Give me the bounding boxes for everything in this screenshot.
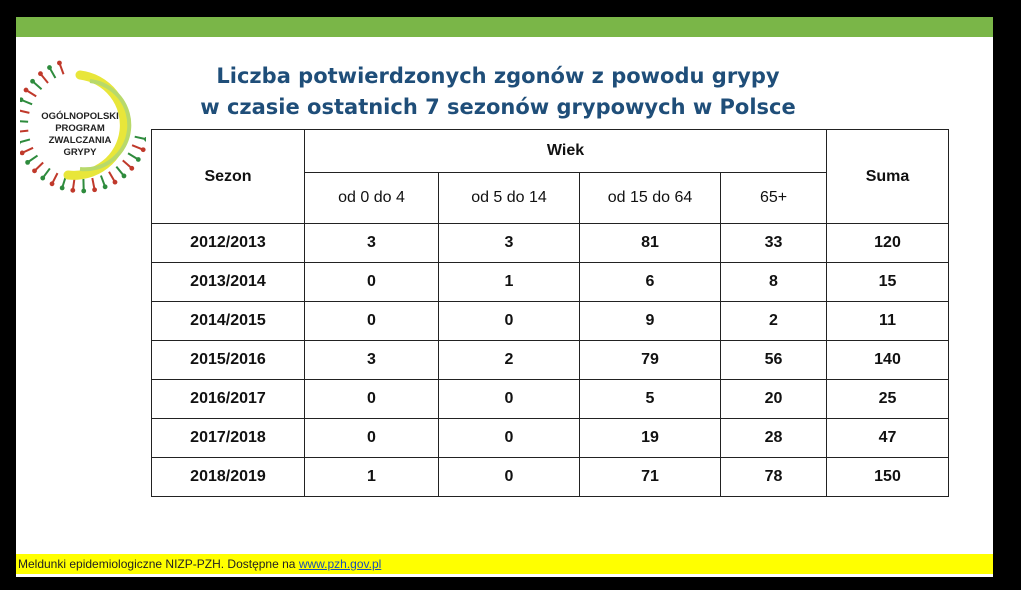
table-row <box>152 458 949 497</box>
table-row <box>152 419 949 458</box>
cell-season: 2014/2015 <box>152 302 305 341</box>
cell-age-15-64: 19 <box>580 419 721 458</box>
program-logo <box>20 47 146 205</box>
spike-dot <box>92 187 97 192</box>
spike-dot <box>24 88 29 93</box>
table-body <box>152 224 949 497</box>
title-line-2: w czasie ostatnich 7 sezonów grypowych w Polsce <box>200 95 796 119</box>
spike-mark <box>20 131 28 132</box>
spike-dot <box>30 79 35 84</box>
spike-dot <box>129 166 134 171</box>
spike-dot <box>20 150 25 155</box>
cell-age-65-plus: 33 <box>721 224 827 263</box>
cell-age-15-64: 6 <box>580 263 721 302</box>
spike-dot <box>81 189 86 194</box>
spike-dot <box>141 147 146 152</box>
slide <box>16 17 993 577</box>
header-age-0-4: od 0 do 4 <box>305 173 439 224</box>
table-row <box>152 380 949 419</box>
spike-dot <box>113 180 118 185</box>
cell-age-65-plus: 56 <box>721 341 827 380</box>
cell-age-5-14: 0 <box>439 419 580 458</box>
header-sum: Suma <box>827 130 949 224</box>
spike-dot <box>40 176 45 181</box>
title-line-1: Liczba potwierdzonych zgonów z powodu grypy <box>216 64 780 88</box>
cell-age-15-64: 9 <box>580 302 721 341</box>
spike-dot <box>136 157 141 162</box>
table-row <box>152 224 949 263</box>
cell-age-0-4: 0 <box>305 419 439 458</box>
cell-season: 2013/2014 <box>152 263 305 302</box>
cell-season: 2018/2019 <box>152 458 305 497</box>
cell-sum: 25 <box>827 380 949 419</box>
cell-sum: 150 <box>827 458 949 497</box>
cell-age-5-14: 2 <box>439 341 580 380</box>
logo-line: PROGRAM <box>55 123 105 134</box>
cell-season: 2015/2016 <box>152 341 305 380</box>
cell-age-15-64: 81 <box>580 224 721 263</box>
spike-mark <box>20 121 28 122</box>
cell-sum: 47 <box>827 419 949 458</box>
cell-sum: 15 <box>827 263 949 302</box>
cell-age-65-plus: 8 <box>721 263 827 302</box>
cell-age-65-plus: 20 <box>721 380 827 419</box>
cell-age-65-plus: 28 <box>721 419 827 458</box>
cell-sum: 11 <box>827 302 949 341</box>
cell-age-15-64: 79 <box>580 341 721 380</box>
cell-age-0-4: 1 <box>305 458 439 497</box>
cell-age-0-4: 3 <box>305 224 439 263</box>
header-age-group: Wiek <box>305 130 827 173</box>
cell-season: 2012/2013 <box>152 224 305 263</box>
top-green-bar <box>16 17 993 37</box>
cell-age-5-14: 1 <box>439 263 580 302</box>
logo-line: GRYPY <box>63 147 97 158</box>
source-link[interactable]: www.pzh.gov.pl <box>298 557 382 571</box>
spike-dot <box>57 61 62 66</box>
cell-season: 2017/2018 <box>152 419 305 458</box>
spike-mark <box>20 139 30 142</box>
cell-sum: 140 <box>827 341 949 380</box>
footer-source <box>16 554 993 574</box>
spike-dot <box>60 186 65 191</box>
cell-sum: 120 <box>827 224 949 263</box>
cell-age-5-14: 0 <box>439 380 580 419</box>
header-season: Sezon <box>152 130 305 224</box>
table-row <box>152 341 949 380</box>
page-title <box>186 61 810 123</box>
spike-dot <box>38 71 43 76</box>
spike-mark <box>20 110 29 113</box>
cell-age-5-14: 0 <box>439 302 580 341</box>
spike-dot <box>70 188 75 193</box>
cell-age-65-plus: 2 <box>721 302 827 341</box>
header-age-15-64: od 15 do 64 <box>580 173 721 224</box>
cell-age-15-64: 71 <box>580 458 721 497</box>
cell-season: 2016/2017 <box>152 380 305 419</box>
spike-dot <box>32 168 37 173</box>
cell-age-5-14: 3 <box>439 224 580 263</box>
cell-age-0-4: 0 <box>305 302 439 341</box>
header-age-5-14: od 5 do 14 <box>439 173 580 224</box>
cell-age-5-14: 0 <box>439 458 580 497</box>
table-row <box>152 263 949 302</box>
cell-age-0-4: 0 <box>305 263 439 302</box>
spike-dot <box>144 137 146 142</box>
spike-dot <box>103 184 108 189</box>
spike-dot <box>47 65 52 70</box>
spike-dot <box>50 181 55 186</box>
cell-age-0-4: 0 <box>305 380 439 419</box>
cell-age-65-plus: 78 <box>721 458 827 497</box>
spike-dot <box>122 174 127 179</box>
cell-age-0-4: 3 <box>305 341 439 380</box>
spike-dot <box>20 140 21 145</box>
logo-line: OGÓLNOPOLSKI <box>41 111 119 122</box>
deaths-table <box>151 129 949 497</box>
logo-line: ZWALCZANIA <box>48 135 112 146</box>
table-row <box>152 302 949 341</box>
footer-text: Meldunki epidemiologiczne NIZP-PZH. Dostępne na <box>18 557 299 571</box>
cell-age-15-64: 5 <box>580 380 721 419</box>
header-age-65-plus: 65+ <box>721 173 827 224</box>
logo-text <box>36 111 124 159</box>
spike-dot <box>25 160 30 165</box>
